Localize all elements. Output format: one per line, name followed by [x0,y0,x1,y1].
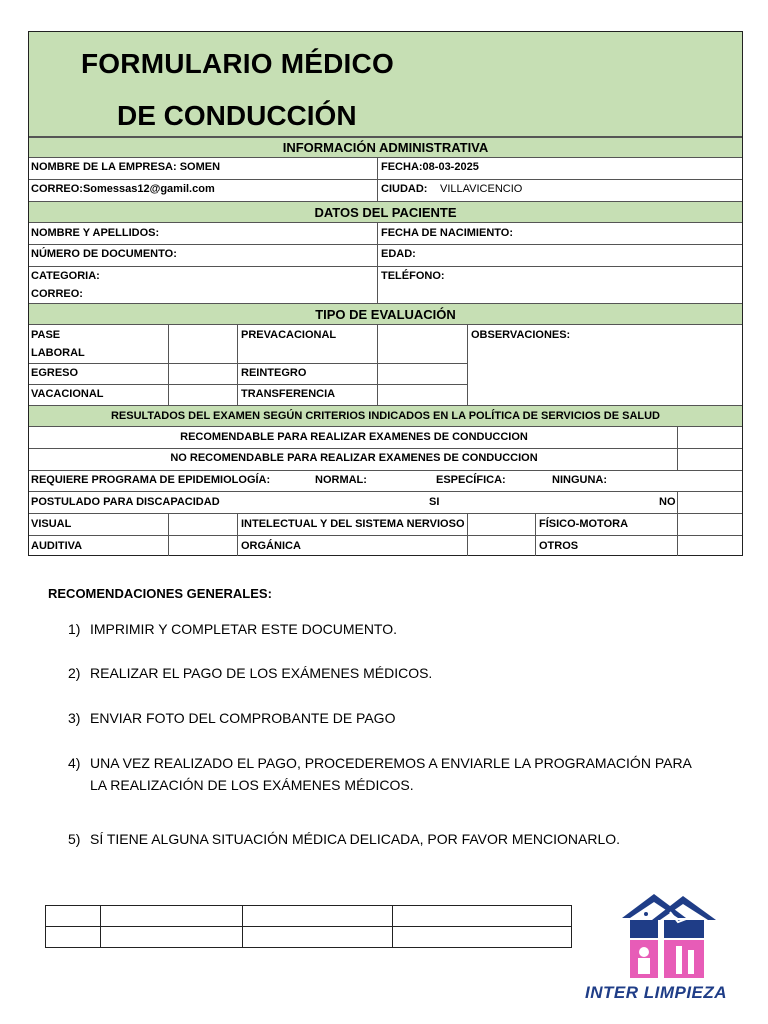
table-cell[interactable] [393,927,572,948]
form-title-line2: DE CONDUCCIÓN [117,100,357,131]
table-cell[interactable] [243,906,393,927]
medical-form [28,31,743,556]
company-field: NOMBRE DE LA EMPRESA: SOMEN [31,161,221,173]
category-field: CATEGORIA: [31,270,100,282]
signature-table [45,905,572,948]
epidemiology-none: NINGUNA: [552,474,607,486]
document-number-field: NÚMERO DE DOCUMENTO: [31,248,177,260]
eval-prevacacional-label: PREVACACIONAL [241,329,337,341]
admin-email-field: CORREO:Somessas12@gamil.com [31,183,215,195]
admin-section-header: INFORMACIÓN ADMINISTRATIVA [29,137,742,158]
disability-label: POSTULADO PARA DISCAPACIDAD [31,496,220,508]
auditory-label: AUDITIVA [31,540,83,552]
patient-section-header: DATOS DEL PACIENTE [29,201,742,223]
epidemiology-normal: NORMAL: [315,474,367,486]
city-value: VILLAVICENCIO [440,183,523,195]
table-cell[interactable] [101,927,243,948]
city-label: CIUDAD: [381,183,428,195]
disability-no: NO [659,496,676,508]
logo-brand-name: INTER LIMPIEZA [585,983,728,1002]
epidemiology-label: REQUIERE PROGRAMA DE EPIDEMIOLOGÍA: [31,474,271,486]
visual-label: VISUAL [31,518,72,530]
table-cell[interactable] [101,906,243,927]
age-field: EDAD: [381,248,416,260]
eval-pase-label: PASE [31,329,61,341]
eval-transferencia-label: TRANSFERENCIA [241,388,336,400]
company-logo [582,890,752,1010]
phone-field: TELÉFONO: [381,270,445,282]
table-cell[interactable] [393,906,572,927]
cleaning-house-logo-icon [582,890,752,982]
table-cell[interactable] [46,927,101,948]
eval-reintegro-label: REINTEGRO [241,367,307,379]
form-title-line1: FORMULARIO MÉDICO [81,48,394,79]
form-title-block [29,32,742,137]
table-cell[interactable] [46,906,101,927]
results-section-header: RESULTADOS DEL EXAMEN SEGÚN CRITERIOS INDICADOS EN LA POLÍTICA DE SERVICIOS DE SALUD [29,405,742,427]
organic-label: ORGÁNICA [241,540,301,552]
epidemiology-specific: ESPECÍFICA: [436,474,506,486]
recommendations: RECOMENDACIONES GENERALES: 1) IMPRIMIR Y COMPLETAR ESTE DOCUMENTO. 2) REALIZAR EL PAGO DE LOS EXÁMENES MÉDICOS. 3) ENVIAR FOTO DEL COMPROBANTE DE PAGO 4) UNA VEZ REALIZADO EL PAGO, PROCEDEREMOS A ENVIARLE LA PROGRAMACIÓN PARA LA REALIZACIÓN DE LOS EXÁMENES MÉDICOS. 5) SÍ TIENE ALGUNA SITUACIÓN MÉDICA DELICADA, POR FAVOR MENCIONARLO. [48,586,728,601]
physical-motor-label: FÍSICO-MOTORA [539,518,629,530]
patient-name-field: NOMBRE Y APELLIDOS: [31,227,160,239]
table-cell[interactable] [243,927,393,948]
date-field: FECHA:08-03-2025 [381,161,479,173]
others-label: OTROS [539,540,579,552]
patient-email-field: CORREO: [31,288,83,300]
evaluation-section-header: TIPO DE EVALUACIÓN [29,303,742,325]
recommended-option: RECOMENDABLE PARA REALIZAR EXAMENES DE CONDUCCION [180,431,528,443]
birth-date-field: FECHA DE NACIMIENTO: [381,227,513,239]
observations-label: OBSERVACIONES: [471,329,571,341]
intellectual-label: INTELECTUAL Y DEL SISTEMA NERVIOSO [241,518,465,530]
eval-egreso-label: EGRESO [31,367,79,379]
disability-yes: SI [429,496,440,508]
recommendations-heading: RECOMENDACIONES GENERALES: [48,586,272,601]
eval-vacacional-label: VACACIONAL [31,388,104,400]
eval-laboral-label: LABORAL [31,347,85,359]
not-recommended-option: NO RECOMENDABLE PARA REALIZAR EXAMENES DE CONDUCCION [170,452,538,464]
